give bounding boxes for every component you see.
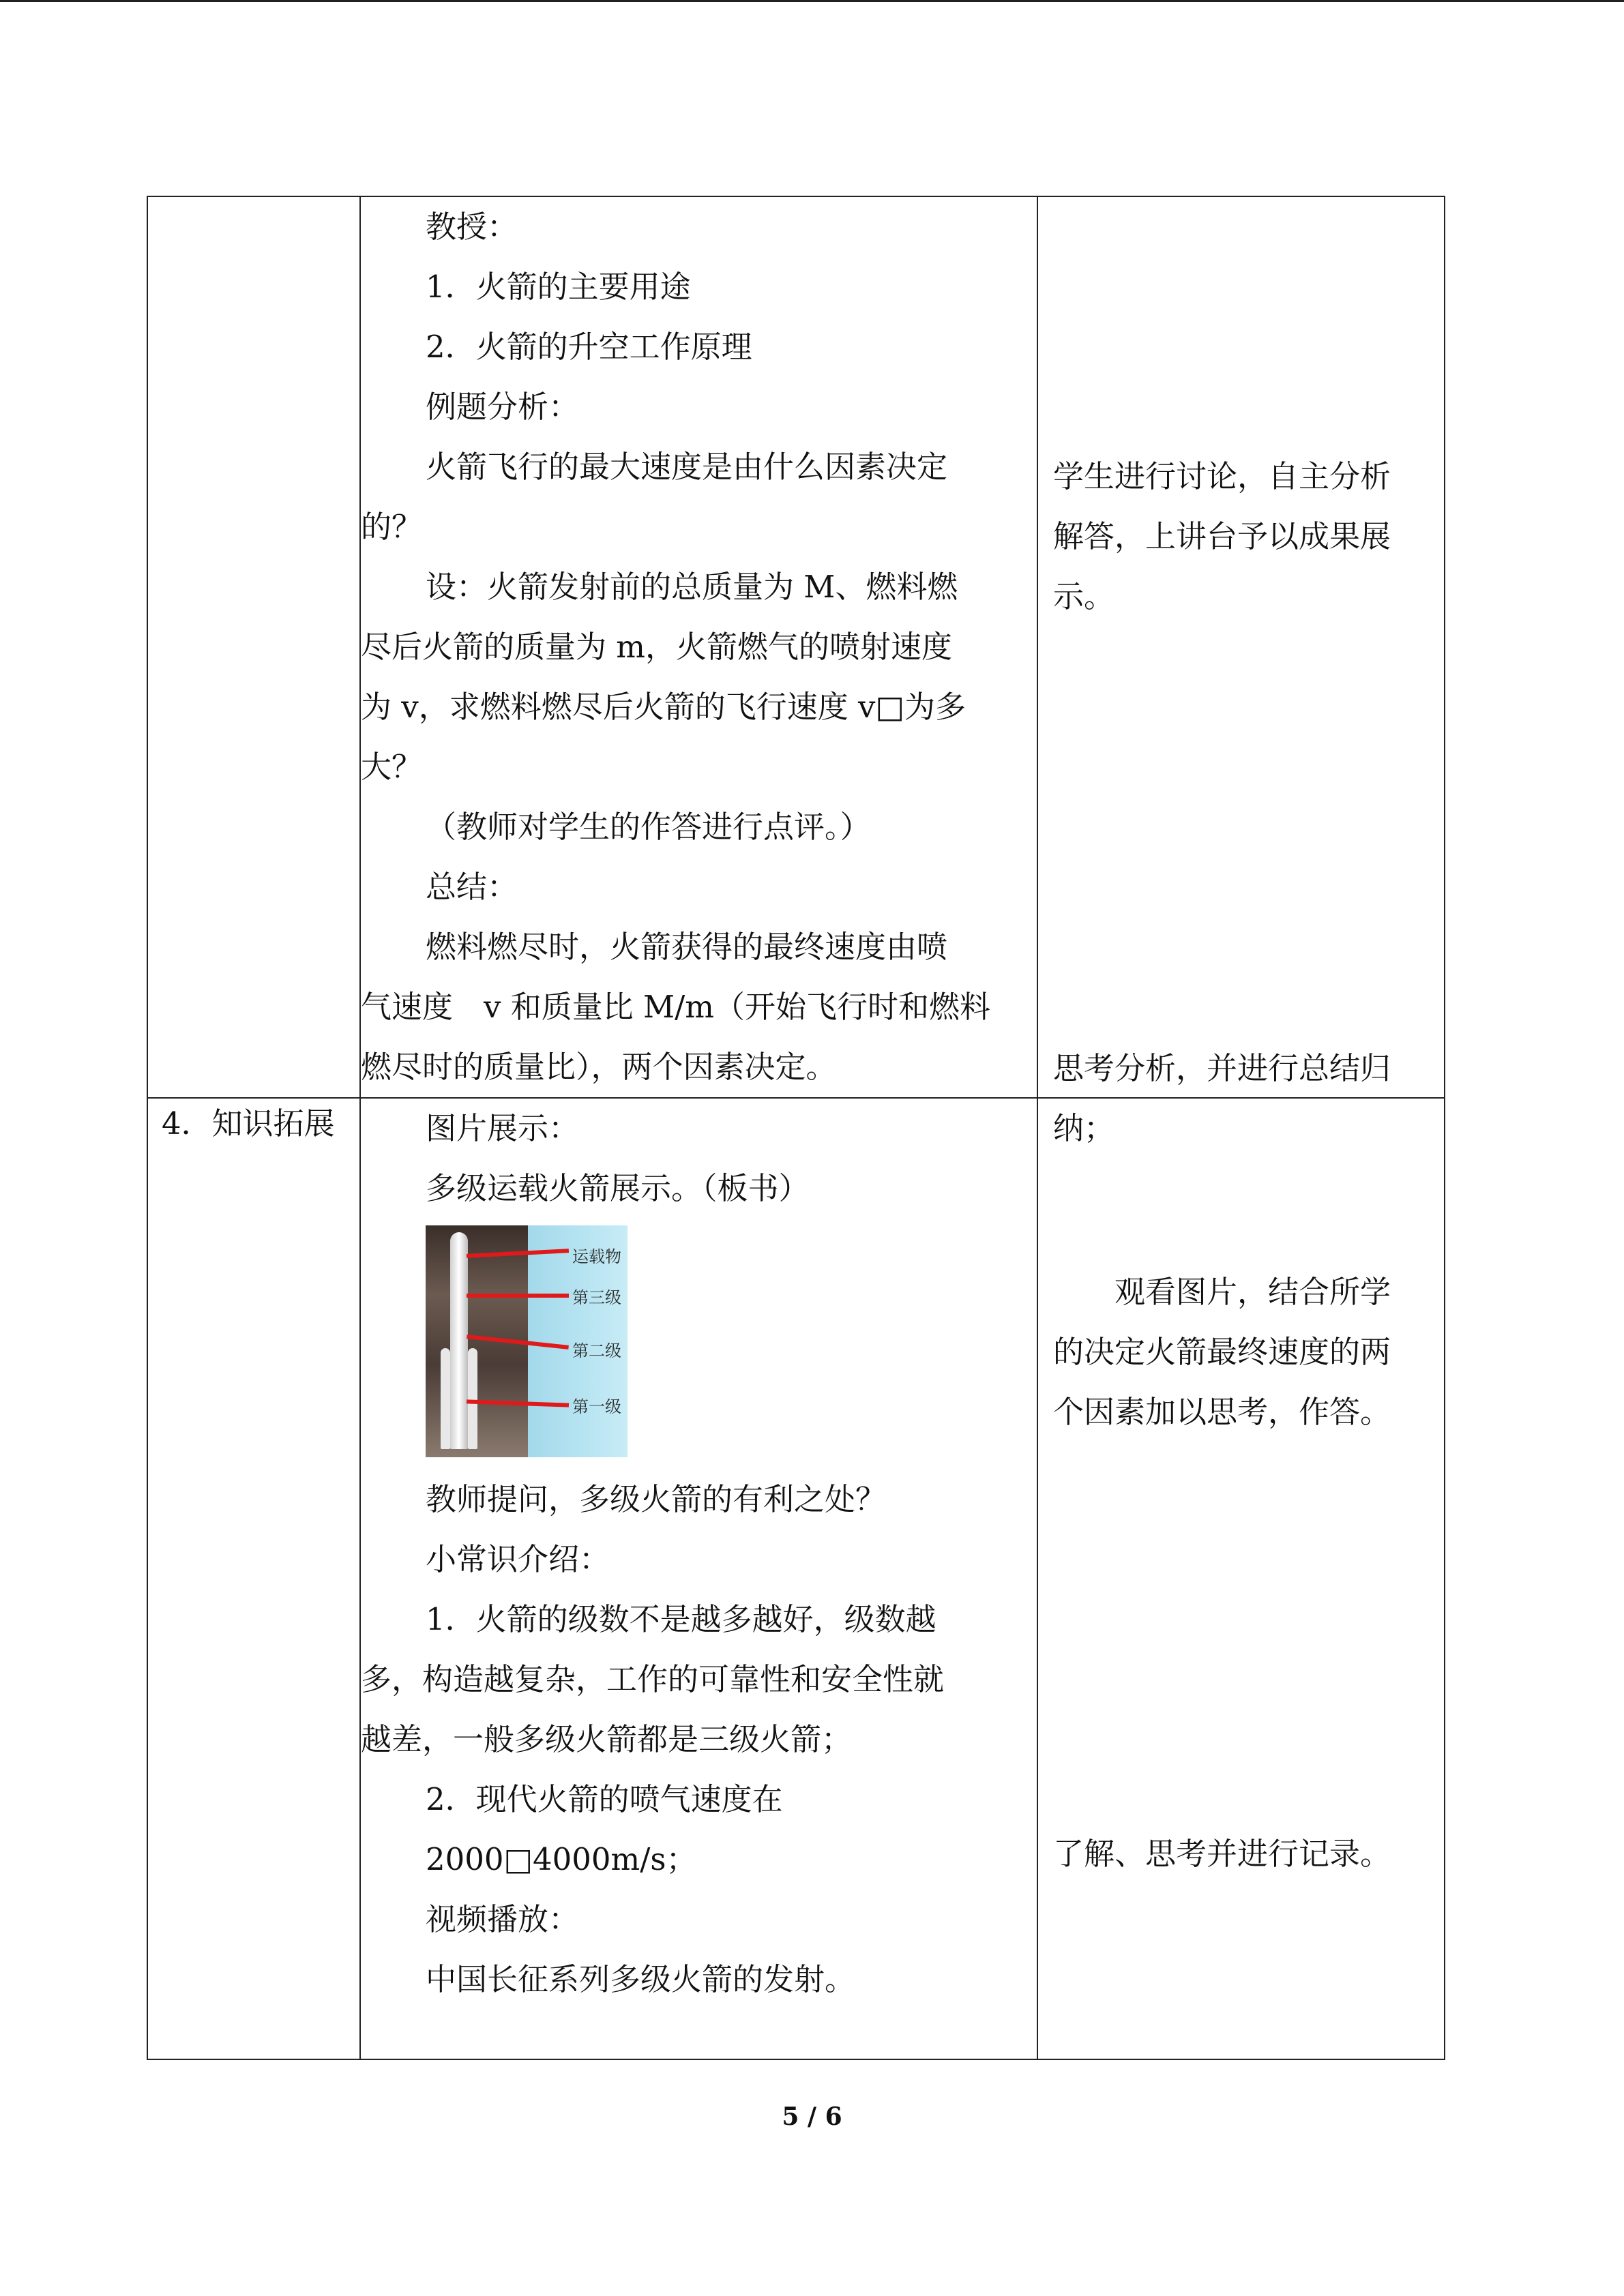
text-line: 越差，一般多级火箭都是三级火箭； (361, 1721, 853, 1757)
table-row (147, 1098, 1445, 2059)
student-activity-observe (1053, 1262, 1423, 1442)
text-line: （教师对学生的作答进行点评。） (426, 809, 871, 845)
table-row (147, 196, 1445, 1098)
multistage-rocket-image (426, 1225, 628, 1457)
text-line: 为 v，求燃料燃尽后火箭的飞行速度 v□为多 (361, 689, 966, 725)
text-line: 的决定火箭最终速度的两 (1053, 1334, 1391, 1370)
text-line: 示。 (1053, 578, 1115, 614)
teacher-activity-cell (360, 1098, 1037, 2059)
text-line: 燃料燃尽时，火箭获得的最终速度由喷 (426, 929, 948, 965)
stage-cell (147, 1098, 360, 2059)
text-line: 1．火箭的主要用途 (426, 269, 691, 305)
figure-label: 第三级 (572, 1288, 621, 1307)
text-line: 气速度 v 和质量比 M/m（开始飞行时和燃料 (361, 989, 990, 1025)
text-line: 中国长征系列多级火箭的发射。 (426, 1961, 856, 1997)
top-rule (0, 0, 1624, 2)
text-line: 观看图片，结合所学 (1053, 1274, 1391, 1310)
text-line: 2．火箭的升空工作原理 (426, 329, 752, 365)
arrow-icon (467, 1294, 569, 1298)
figure-label: 第一级 (572, 1397, 621, 1416)
text-line: 的？ (361, 509, 423, 545)
text-line: 2000□4000m/s； (426, 1841, 697, 1877)
text-line: 教师提问，多级火箭的有利之处？ (426, 1481, 887, 1517)
rocket-icon (450, 1232, 468, 1449)
text-line: 总结： (426, 869, 518, 905)
text-line: 例题分析： (426, 389, 580, 425)
text-line: 多，构造越复杂，工作的可靠性和安全性就 (361, 1661, 945, 1697)
teacher-activity-cell (360, 196, 1037, 1098)
teacher-lines-bottom (361, 1470, 1037, 2010)
text-line: 2．现代火箭的喷气速度在 (426, 1781, 783, 1817)
stage-cell (147, 196, 360, 1098)
figure-label: 运载物 (572, 1247, 621, 1266)
text-line: 学生进行讨论，自主分析 (1053, 458, 1391, 494)
text-line: 纳； (1053, 1110, 1115, 1146)
text-line: 图片展示： (426, 1110, 580, 1146)
teacher-lines-top (361, 1099, 1037, 1219)
figure-label: 第二级 (572, 1341, 621, 1360)
text-line: 思考分析，并进行总结归 (1053, 1050, 1391, 1086)
student-activity-cell (1037, 196, 1445, 1146)
text-line: 火箭飞行的最大速度是由什么因素决定 (426, 449, 948, 485)
text-line: 尽后火箭的质量为 m，火箭燃气的喷射速度 (361, 629, 952, 665)
student-activity-record (1053, 1824, 1423, 1884)
student-activity-cell (1037, 1098, 1445, 2059)
text-line: 多级运载火箭展示。（板书） (426, 1170, 810, 1206)
text-line: 1．火箭的级数不是越多越好，级数越 (426, 1601, 936, 1637)
student-activity-discuss (1053, 447, 1423, 627)
text-line: 了解、思考并进行记录。 (1053, 1836, 1391, 1872)
lesson-table (147, 196, 1445, 2060)
stage-label: 4．知识拓展 (162, 1105, 335, 1142)
page-number: 5 / 6 (782, 2102, 842, 2131)
text-line: 教授： (426, 209, 518, 245)
text-line: 小常识介绍： (426, 1541, 610, 1577)
text-line: 燃尽时的质量比），两个因素决定。 (361, 1049, 837, 1085)
text-line: 设：火箭发射前的总质量为 M、燃料燃 (426, 569, 958, 605)
text-line: 个因素加以思考，作答。 (1053, 1394, 1391, 1430)
text-line: 解答，上讲台予以成果展 (1053, 518, 1391, 554)
text-line: 视频播放： (426, 1901, 580, 1937)
text-line: 大？ (361, 749, 423, 785)
